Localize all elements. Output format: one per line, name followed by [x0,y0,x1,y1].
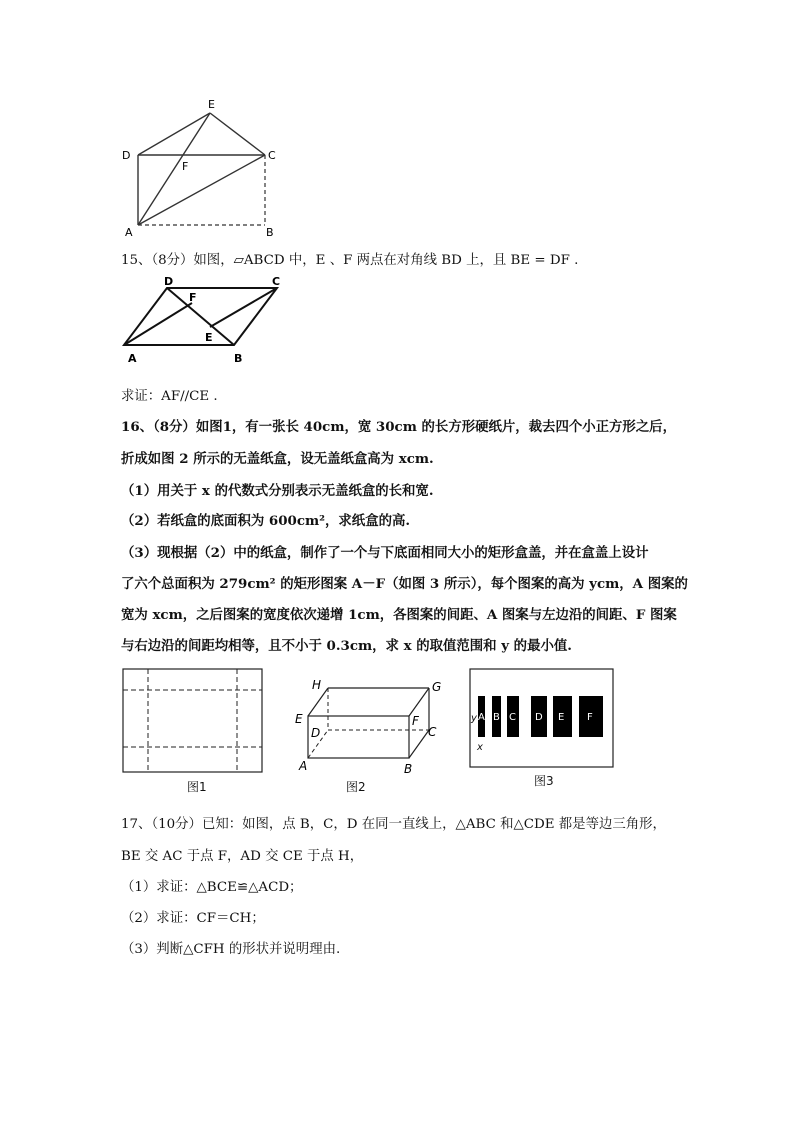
label-C: C [268,149,276,162]
figure3 [469,668,615,770]
q17-sub1: （1）求证：△BCE≌△ACD； [121,880,303,895]
q16-sub3-line1: （3）现根据（2）中的纸盒，制作了一个与下底面相同大小的矩形盒盖，并在盒盖上设计 [121,545,649,561]
label-D: D [122,149,131,162]
label-C: C [428,725,437,739]
q16-sub3-line4: 与右边沿的间距均相等，且不小于 0.3cm，求 x 的取值范围和 y 的最小值. [121,638,572,654]
q16-sub3-line3: 宽为 xcm，之后图案的宽度依次递增 1cm，各图案的间距、A 图案与左边沿的间距、F 图案 [121,607,677,623]
q16-sub2: （2）若纸盒的底面积为 600cm²，求纸盒的高. [121,513,411,529]
label-B: B [404,762,413,776]
label-B: B [266,226,274,239]
label-C: C [272,275,281,288]
label-E: E [205,331,213,344]
top-figure [110,95,290,240]
label-F: F [189,291,197,304]
q15-prove: 求证：AF//CE . [121,389,218,404]
label-D: D [164,275,174,288]
figure3-caption: 图3 [534,774,554,788]
label-C: C [509,712,516,723]
label-G: G [432,680,442,694]
figure2-caption: 图2 [346,780,366,794]
label-E: E [295,712,303,726]
label-B: B [234,352,243,365]
label-A: A [299,759,308,773]
label-B: B [493,712,500,723]
label-F: F [412,714,419,728]
label-x: x [477,742,483,753]
figure2 [294,673,444,781]
label-F: F [587,712,593,723]
label-A: A [478,712,485,723]
q17-line2: BE 交 AC 于点 F，AD 交 CE 于点 H， [121,849,364,864]
label-F: F [182,160,189,173]
q16-line1: 16、（8分）如图1，有一张长 40cm，宽 30cm 的长方形硬纸片，裁去四个小正方形之后， [121,419,676,435]
q17-sub2: （2）求证：CF＝CH； [121,911,265,926]
label-D: D [535,712,543,723]
label-E: E [558,712,565,723]
label-A: A [125,226,133,239]
q17-line1: 17、（10分）已知：如图，点 B，C，D 在同一直线上，△ABC 和△CDE 都是等边三角形， [121,817,666,832]
label-E: E [208,98,215,111]
q16-line2: 折成如图 2 所示的无盖纸盒，设无盖纸盒高为 xcm. [121,451,434,467]
label-A: A [128,352,137,365]
label-D: D [311,726,321,740]
label-H: H [312,678,322,692]
q17-sub3: （3）判断△CFH 的形状并说明理由. [121,942,341,957]
figure1 [121,668,266,776]
figure1-caption: 图1 [187,780,207,794]
q16-sub3-line2: 了六个总面积为 279cm² 的矩形图案 A－F（如图 3 所示），每个图案的高为 ycm，A 图案的 [121,576,688,592]
q15-figure [122,275,292,370]
q16-sub1: （1）用关于 x 的代数式分别表示无盖纸盒的长和宽. [121,483,434,499]
label-y: y [471,713,477,724]
q15-line1: 15、（8分）如图，▱ABCD 中，E 、F 两点在对角线 BD 上，且 BE = DF . [121,253,579,268]
